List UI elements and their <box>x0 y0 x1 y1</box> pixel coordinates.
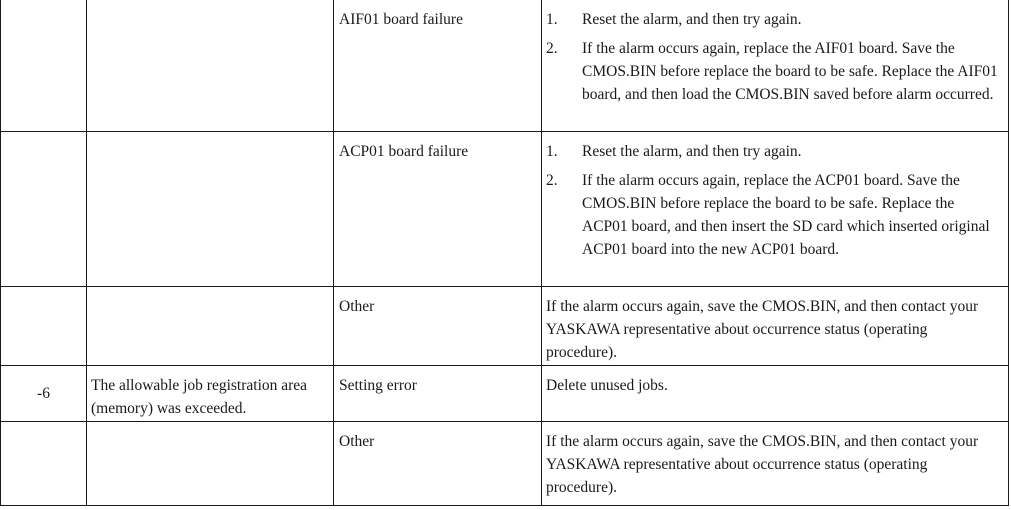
cause-cell <box>334 366 542 422</box>
subcode-text: -6 <box>37 385 50 402</box>
remedy-cell <box>542 132 1009 287</box>
step-number: 2. <box>546 172 558 189</box>
step-number: 1. <box>546 11 558 28</box>
meaning-cell <box>87 422 334 506</box>
table-row <box>1 366 1009 422</box>
remedy-step <box>546 8 1000 31</box>
subcode-cell <box>1 366 87 422</box>
remedy-steps <box>546 8 1000 106</box>
remedy-step <box>546 169 1000 261</box>
remedy-text: Delete unused jobs. <box>546 377 668 394</box>
cause-cell <box>334 0 542 132</box>
remedy-text: If the alarm occurs again, save the CMOS.BIN, and then contact your YASKAWA representative about occurrence status (operating procedure). <box>546 433 979 496</box>
remedy-cell <box>542 366 1009 422</box>
subcode-cell <box>1 422 87 506</box>
cause-text: ACP01 board failure <box>339 143 469 160</box>
remedy-cell <box>542 287 1009 366</box>
remedy-cell <box>542 422 1009 506</box>
remedy-text: If the alarm occurs again, save the CMOS.BIN, and then contact your YASKAWA representative about occurrence status (operating procedure). <box>546 298 979 361</box>
subcode-cell <box>1 287 87 366</box>
subcode-cell <box>1 132 87 287</box>
step-text: If the alarm occurs again, replace the ACP01 board. Save the CMOS.BIN before replace the board to be safe. Replace the ACP01 board, and then insert the SD card which inserted original ACP01 board into the new ACP01 board. <box>582 172 990 258</box>
table-row <box>1 422 1009 506</box>
meaning-text: The allowable job registration area (memory) was exceeded. <box>91 377 308 417</box>
step-number: 1. <box>546 143 558 160</box>
cause-cell <box>334 422 542 506</box>
meaning-cell <box>87 0 334 132</box>
table-row <box>1 0 1009 132</box>
remedy-steps <box>546 140 1000 261</box>
meaning-cell <box>87 366 334 422</box>
table-row <box>1 132 1009 287</box>
meaning-cell <box>87 287 334 366</box>
cause-text: AIF01 board failure <box>339 11 463 28</box>
step-text: Reset the alarm, and then try again. <box>582 143 802 160</box>
cause-text: Other <box>339 433 375 450</box>
remedy-step <box>546 140 1000 163</box>
subcode-cell <box>1 0 87 132</box>
remedy-step <box>546 37 1000 106</box>
meaning-cell <box>87 132 334 287</box>
step-text: If the alarm occurs again, replace the AIF01 board. Save the CMOS.BIN before replace the board to be safe. Replace the AIF01 board, and then load the CMOS.BIN saved before alarm occurred. <box>582 40 998 103</box>
step-number: 2. <box>546 40 558 57</box>
cause-text: Setting error <box>339 377 417 394</box>
step-text: Reset the alarm, and then try again. <box>582 11 802 28</box>
cause-text: Other <box>339 298 375 315</box>
cause-cell <box>334 132 542 287</box>
cause-cell <box>334 287 542 366</box>
table-row <box>1 287 1009 366</box>
remedy-cell <box>542 0 1009 132</box>
